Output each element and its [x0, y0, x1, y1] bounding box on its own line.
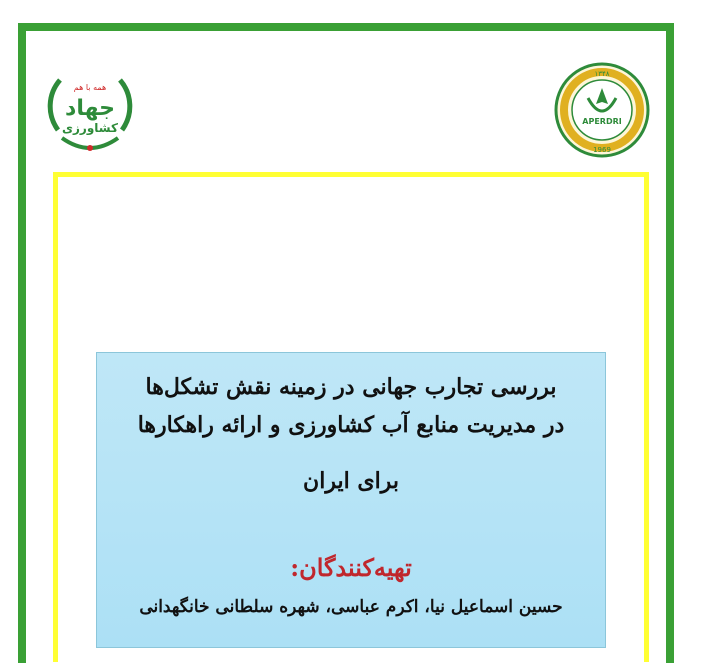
authors-list: حسین اسماعیل نیا، اکرم عباسی، شهره سلطانی خانگهدانی	[139, 597, 563, 617]
logo-right-year-bottom: 1969	[593, 146, 611, 154]
logo-left-top-text: همه با هم	[73, 83, 107, 92]
logo-right-year-top: ۱۳۴۸	[594, 70, 610, 78]
logo-left-sub-text: کشاورزی	[62, 121, 118, 135]
title-box	[96, 352, 606, 648]
logo-right-abbreviation: APERDRI	[582, 117, 622, 126]
logo-left-main-text: جهاد	[65, 96, 115, 121]
title-line-3: برای ایران	[303, 468, 399, 494]
prepared-by-label: تهیه‌کنندگان:	[290, 553, 412, 582]
title-line-2: در مدیریت منابع آب کشاورزی و ارائه راهکارها	[137, 412, 565, 438]
aperdri-logo	[552, 58, 652, 162]
title-line-1: بررسی تجارب جهانی در زمینه نقش تشکل‌ها	[145, 374, 557, 400]
jahad-keshavarzi-logo	[40, 60, 140, 160]
